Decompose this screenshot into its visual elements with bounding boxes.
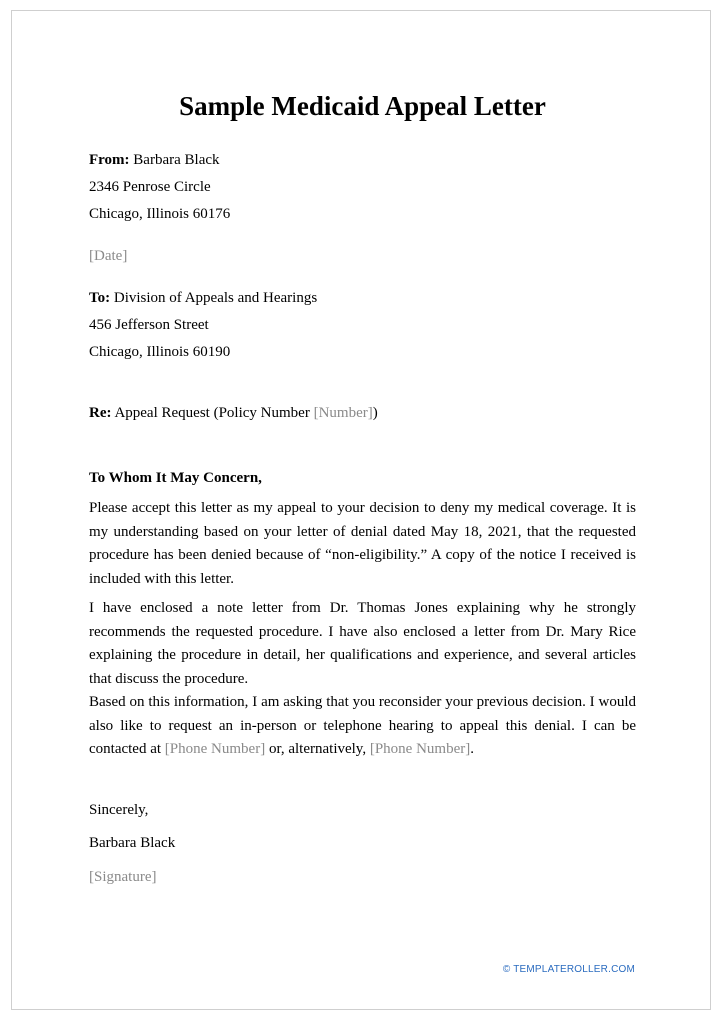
from-street: 2346 Penrose Circle — [89, 179, 211, 195]
date-line: [Date] — [89, 248, 128, 264]
re-label: Re: — [89, 405, 112, 421]
templateroller-link[interactable]: © TEMPLATEROLLER.COM — [502, 964, 635, 975]
p3-text-before: Based on this information, I am asking that you reconsider your previous decision. I would also like to request an in-person or telephone hearing to appeal this denial. I can be contacted at — [89, 694, 636, 757]
to-city: Chicago, Illinois 60190 — [89, 344, 231, 360]
body-paragraph-3: Based on this information, I am asking that you reconsider your previous decision. I would also like to request an in-person or telephone hearing to appeal this denial. I can be contacted at [Phone Number] or, alternatively, [Phone Number]. — [89, 694, 636, 757]
phone-placeholder-1: Phone Number — [169, 741, 261, 757]
closing: Sincerely, — [89, 802, 149, 818]
p3-text-middle: or, alternatively, — [265, 741, 370, 757]
signature-line: [Signature] — [89, 869, 157, 885]
re-number-placeholder: Number — [318, 405, 368, 421]
date-placeholder: Date — [94, 248, 123, 264]
salutation: To Whom It May Concern, — [89, 470, 262, 486]
body-paragraph-1: Please accept this letter as my appeal to your decision to deny my medical coverage. It is my understanding based on your letter of denial dated May 18, 2021, that the requested procedure has been denied because of “non-eligibility.” A copy of the notice I received is included with this letter. — [89, 500, 636, 587]
body-paragraph-2: I have enclosed a note letter from Dr. Thomas Jones explaining why he strongly recommends the requested procedure. I have also enclosed a letter from Dr. Mary Rice explaining the procedure in detail, her qualifications and experience, and several articles that discuss the procedure. — [89, 600, 636, 687]
to-name-line — [89, 288, 317, 308]
re-text-before: Appeal Request (Policy Number — [114, 405, 314, 421]
from-name: Barbara Black — [133, 152, 220, 168]
to-label: To: — [89, 290, 111, 306]
to-street: 456 Jefferson Street — [89, 317, 209, 333]
from-name-line — [89, 150, 220, 170]
re-line: Re: Appeal Request (Policy Number [Number]) — [89, 405, 378, 421]
p3-text-after: . — [470, 741, 474, 757]
phone-placeholder-2: Phone Number — [374, 741, 466, 757]
document-title: Sample Medicaid Appeal Letter — [179, 91, 546, 121]
re-text-after: ) — [372, 405, 378, 421]
from-label: From: — [89, 152, 130, 168]
signature-placeholder: Signature — [94, 869, 152, 885]
signer-name: Barbara Black — [89, 835, 176, 851]
from-city: Chicago, Illinois 60176 — [89, 206, 231, 222]
to-name: Division of Appeals and Hearings — [113, 290, 318, 306]
